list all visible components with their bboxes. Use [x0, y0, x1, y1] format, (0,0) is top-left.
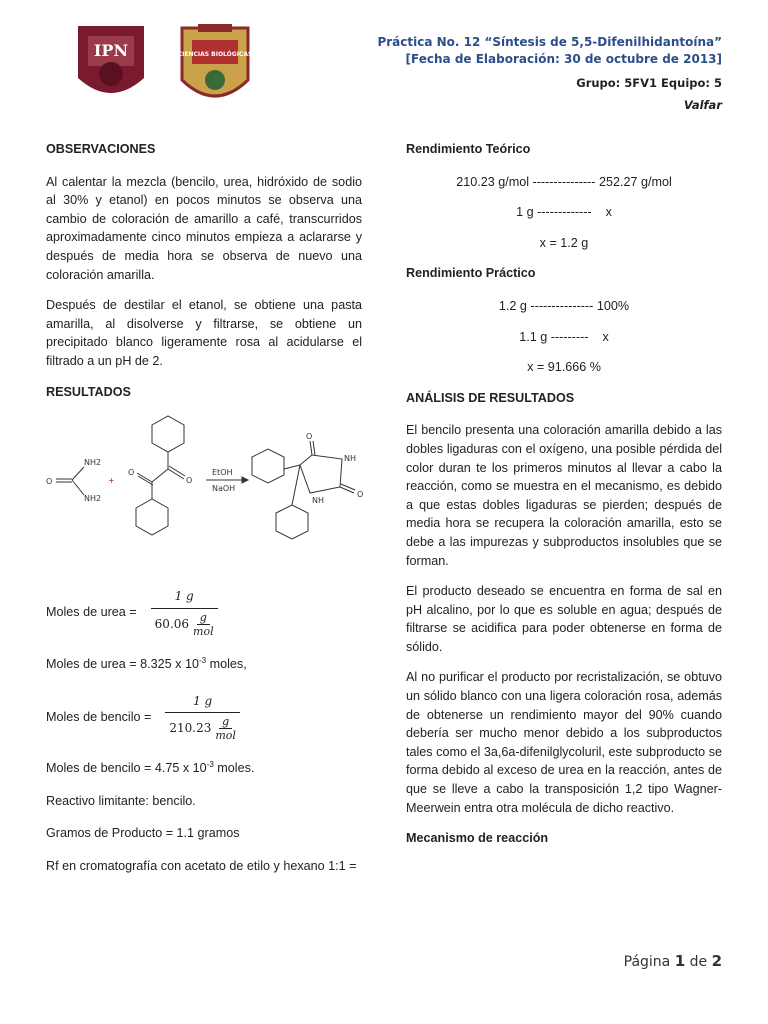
observations-paragraph-1: Al calentar la mezcla (bencilo, urea, hidróxido de sodio al 30% y etanol) en pocos minutos se observa una cambio de coloración de amarillo a café, transcurridos aproximadamente cinco minutos empieza a aclararse y después de media hora se observa de nuevo una coloración amarilla.: [46, 174, 362, 282]
ipn-logo: [72, 22, 150, 106]
analysis-paragraph-3: Al no purificar el producto por recristalización, se obtuvo un sólido blanco con una ligera coloración rosa, además de obtenerse un rendimiento mayor del 90% cuando debería ser mucho menor debido a los subproductos tales como el 3a,6a-difenilglycoluril, este subproducto se forma debido al exceso de urea en la reacción, antes de que se lleve a cabo la transposición 1,2 tipo Wagner-Meerwein entra otra molécula de dicho reactivo.: [406, 670, 722, 815]
benzil-oxygen-label-1: O: [186, 476, 193, 486]
urea-unit: [193, 611, 214, 638]
author-name: Valfar: [683, 98, 722, 112]
limiting-reagent: Reactivo limitante: bencilo.: [46, 793, 196, 808]
plus-sign: +: [108, 476, 115, 486]
benzil-moles-result: Moles de bencilo = 4.75 x $10^{-3}$ moles.: [46, 760, 255, 776]
practical-line-2: 1.1 g --------- x: [519, 329, 609, 344]
theoretical-line-3: x = 1.2 g: [539, 235, 589, 250]
analysis-heading: ANÁLISIS DE RESULTADOS: [406, 390, 575, 405]
urea-moles-equation: [46, 587, 362, 638]
product-grams: Gramos de Producto = 1.1 gramos: [46, 826, 240, 841]
group-team: Grupo: 5FV1 Equipo: 5: [576, 76, 722, 90]
benzil-moles-equation: [46, 692, 362, 743]
observations-paragraph-2: Después de destilar el etanol, se obtiene una pasta amarilla, al disolverse y filtrarse, se obtiene un precipitado blanco ligeramente rosa al acidularse el filtrado a un pH de 2.: [46, 298, 362, 368]
benzil-fraction: [165, 692, 240, 743]
ipn-logo-text: IPN: [93, 41, 129, 60]
urea-unit-mol: mol: [193, 624, 214, 638]
benzil-unit: [215, 715, 236, 742]
phenytoin-nh-label-2: NH: [312, 496, 324, 506]
phenytoin-oxygen-label-1: O: [306, 432, 313, 442]
urea-molar-mass: 60.06: [154, 616, 190, 631]
urea-unit-g: g: [197, 611, 210, 625]
practical-yield-heading: Rendimiento Práctico: [406, 266, 536, 281]
reaction-scheme: [42, 407, 372, 577]
page-number: Página 1 de 2: [623, 952, 722, 970]
benzil-unit-mol: mol: [215, 729, 236, 743]
document-header: [377, 34, 722, 68]
analysis-paragraph-2: El producto deseado se encuentra en forma de sal en pH alcalino, por lo que es soluble en agua; después de filtrarse se acidifica para poder obtenerse en forma de sólido.: [406, 584, 722, 654]
analysis-paragraph-1: El bencilo presenta una coloración amarilla debido a las dobles ligaduras con el oxígeno, una posible pérdida del color duran te los primeros minutos al llevar a cabo la reacción, como se muestra en el mecanismo, es debido a que estas dobles ligaduras se pierden; después de media hora se recupera la coloración amarilla, esto se debe a las impurezas y subproductos insolubles que se forman.: [406, 423, 722, 568]
benzil-numerator: 1 g: [193, 693, 213, 708]
results-heading: RESULTADOS: [46, 384, 131, 399]
benzil-oxygen-label-2: O: [128, 468, 135, 478]
urea-moles-label: Moles de urea =: [46, 605, 137, 620]
urea-nh2-bottom-label: NH2: [84, 494, 102, 504]
elaboration-date: [Fecha de Elaboración: 30 de octubre de 2013]: [405, 52, 722, 66]
theoretical-line-1: 210.23 g/mol --------------- 252.27 g/mol: [456, 174, 672, 189]
benzil-molar-mass: 210.23: [169, 721, 212, 736]
right-column: [406, 140, 722, 862]
phenytoin-nh-label-1: NH: [344, 454, 356, 464]
condition-naoh: NaOH: [212, 484, 236, 494]
mechanism-heading: Mecanismo de reacción: [406, 831, 549, 846]
ciencias-biologicas-seal: [178, 22, 252, 108]
theoretical-yield-heading: Rendimiento Teórico: [406, 142, 531, 156]
urea-nh2-top-label: NH2: [84, 458, 102, 468]
left-column: [46, 140, 362, 888]
urea-oxygen-label: O: [46, 477, 53, 487]
benzil-moles-label: Moles de bencilo =: [46, 709, 152, 724]
urea-moles-result: Moles de urea = 8.325 x $10^{-3}$ moles,: [46, 655, 247, 671]
rf-chromatography: Rf en cromatografía con acetato de etilo y hexano 1:1 =: [46, 859, 357, 874]
phenytoin-oxygen-label-2: O: [357, 490, 364, 500]
theoretical-line-2: 1 g ------------- x: [516, 205, 612, 220]
benzil-denominator: [165, 712, 240, 742]
observations-heading: OBSERVACIONES: [46, 142, 156, 156]
seal-text: CIENCIAS BIOLÓGICAS: [178, 51, 252, 58]
urea-denominator: [151, 608, 218, 638]
practical-line-1: 1.2 g --------------- 100%: [498, 298, 630, 313]
condition-etoh: EtOH: [212, 468, 233, 478]
urea-fraction: [151, 587, 218, 638]
urea-numerator: 1 g: [174, 589, 194, 604]
practical-line-3: x = 91.666 %: [527, 360, 601, 375]
document-title: Práctica No. 12 “Síntesis de 5,5-Difenilhidantoína”: [377, 35, 722, 49]
benzil-unit-g: g: [219, 715, 232, 729]
